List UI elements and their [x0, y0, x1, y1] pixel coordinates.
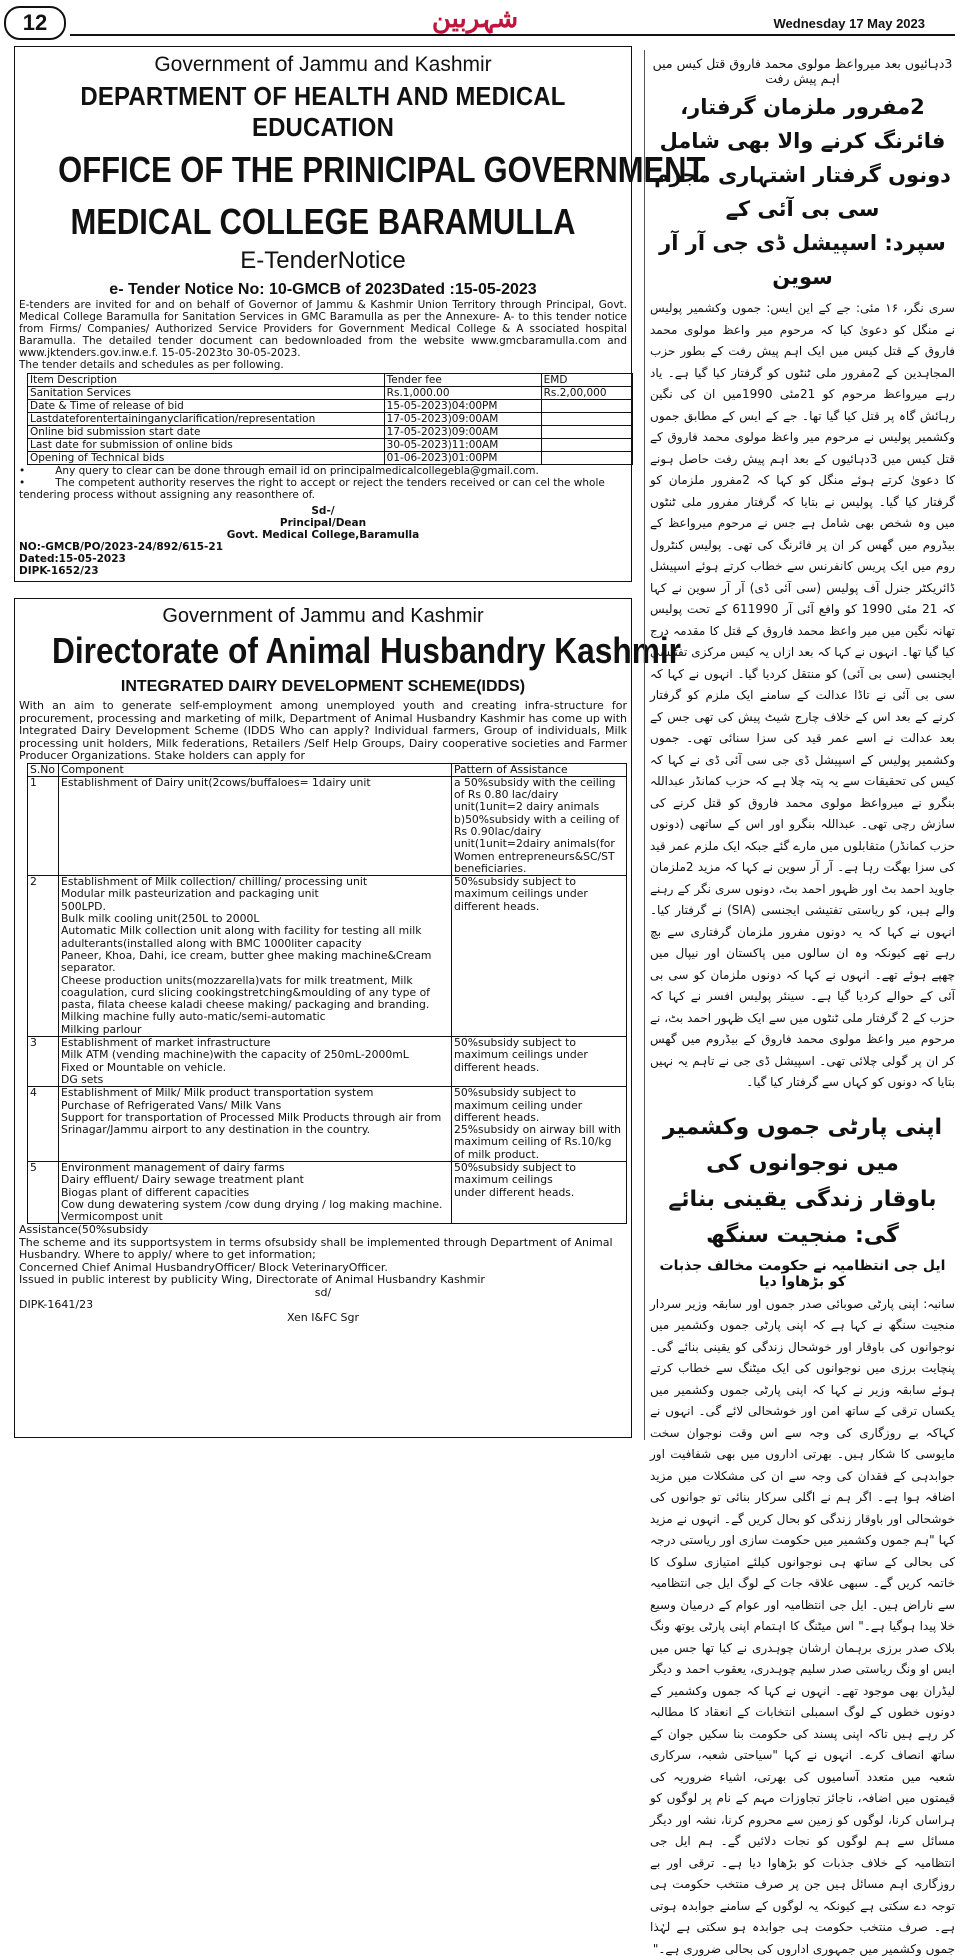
- tender-signatory-org: Govt. Medical College,Baramulla: [15, 529, 631, 541]
- tender-ref-date: Dated:15-05-2023: [15, 553, 631, 565]
- table-cell: Establishment of market infrastructure Milk ATM (vending machine)with the capacity of 250mL-2000mL Fixed or Mountable on vehicle. DG sets: [59, 1037, 452, 1087]
- table-cell: a 50%subsidy with the ceiling of Rs 0.80 lac/dairy unit(1unit=2 dairy animals b)50%subsidy with a ceiling of Rs 0.90lac/dairy unit(1unit=2dairy animals(for Women entrepreneurs&SC/ST beneficiaries.: [452, 776, 627, 875]
- issue-date: Wednesday 17 May 2023: [773, 16, 925, 31]
- table-cell: 17-05-2023)09:00AM: [384, 426, 541, 439]
- table-row: [28, 439, 633, 452]
- dairy-footer-contact: Concerned Chief Animal HusbandryOfficer/ Block VeterinaryOfficer.: [15, 1262, 631, 1275]
- table-cell: 17-05-2023)09:00AM: [384, 413, 541, 426]
- table-cell: [541, 452, 632, 465]
- dairy-components-table: [27, 763, 627, 1225]
- table-cell: Establishment of Milk/ Milk product transportation system Purchase of Refrigerated Vans/ Milk Vans Support for transportation of Processed Milk Products through air from Srinagar/Jammu airport to any destination in the country.: [59, 1087, 452, 1162]
- dairy-dipk: DIPK-1641/23: [15, 1299, 631, 1312]
- table-cell: [541, 439, 632, 452]
- table-cell: 5: [28, 1162, 59, 1224]
- dairy-assistance-note: Assistance(50%subsidy: [15, 1224, 631, 1237]
- tender-department: DEPARTMENT OF HEALTH AND MEDICAL EDUCATION: [40, 81, 607, 143]
- table-cell: 30-05-2023)11:00AM: [384, 439, 541, 452]
- table-cell: 01-06-2023)01:00PM: [384, 452, 541, 465]
- news-kicker: 3دہائیوں بعد میرواعظ مولوی محمد فاروق قتل کیس میں اہم پیش رفت: [650, 56, 955, 86]
- news-headline-3: سپرد: اسپیشل ڈی جی آر آر سوین: [650, 226, 955, 294]
- table-row: [28, 413, 633, 426]
- bullet-text: The competent authority reserves the right to accept or reject the tenders received or can cel the whole tendering process without assigning any reasonthere of.: [19, 477, 605, 501]
- table-cell: 50%subsidy subject to maximum ceilings under different heads.: [452, 1162, 627, 1224]
- tender-notice-title: E-TenderNotice: [15, 247, 631, 275]
- news-headline-5: باوقار زندگی یقینی بنائے گی: منجیت سنگھ: [650, 1182, 955, 1254]
- table-cell: 3: [28, 1037, 59, 1087]
- tender-schedule-intro: The tender details and schedules as per following.: [15, 359, 631, 371]
- table-cell: 15-05-2023)04:00PM: [384, 400, 541, 413]
- dairy-scheme-title: INTEGRATED DAIRY DEVELOPMENT SCHEME(IDDS): [15, 678, 631, 696]
- dairy-footer-scheme: The scheme and its supportsystem in terms ofsubsidy shall be implemented through Department of Animal Husbandry. Where to apply/ where to get information;: [15, 1237, 631, 1262]
- dairy-government: Government of Jammu and Kashmir: [15, 605, 631, 628]
- news-subhead: ایل جی انتظامیہ نے حکومت مخالف جذبات کو بڑھاوا دیا: [650, 1258, 955, 1290]
- bullet-text: Any query to clear can be done through email id on principalmedicalcollegebla@gmail.com.: [55, 465, 539, 477]
- table-row: [28, 400, 633, 413]
- tender-body: E-tenders are invited for and on behalf of Governor of Jammu & Kashmir Union Territory through Principal, Govt. Medical College Baramulla for Sanitation Services in GMC Baramulla as per the Annexure- A- to this tender notice from Firms/ Companies/ Authorized Service Providers for Government Medical College & A ssociated hospital Baramulla. The detailed tender document can bedownloaded from the website www.gmcbaramulla.com and www.jktenders.gov.inw.e.f. 15-05-2023to 30-05-2023.: [15, 299, 631, 359]
- table-row: [28, 1162, 627, 1224]
- table-cell: [541, 426, 632, 439]
- table-cell: Rs.2,00,000: [541, 387, 632, 400]
- page-number: 12: [4, 6, 66, 40]
- table-row: [28, 876, 627, 1037]
- news-story-2: سانبہ: اپنی پارٹی صوبائی صدر جموں اور سابقہ وزیر سردار منجیت سنگھ نے کہا ہے کہ اپنی پارٹی جموں وکشمیر میں نوجوانوں کی باوقار اور خوشحال زندگی کو یقینی بنائے گی۔ پنچایت برزی میں نوجوانوں کی ایک میٹنگ سے خطاب کرتے ہوئے سابقہ وزیر نے کہا کہ اپنی پارٹی جموں وکشمیر میں یکساں ترقی کے ساتھ امن اور خوشحالی لائے گی۔ انہوں نے کہاکہ بے روزگاری کی وجہ سے اس وقت نوجوان سخت مایوسی کا شکار ہیں۔ بھرتی اداروں میں بھی شفافیت اور جوابدہی کے فقدان کی وجہ سے ان کی مشکلات میں مزید اضافہ ہوا ہے۔ اگر ہم نے اگلی سرکار بنائی تو جوانوں کی خوشحالی اور باوقار زندگی کو بحال کریں گے۔ انہوں نے مزید کہا "ہم جموں وکشمیر میں حکومت سازی اور ریاستی درجہ کی بحالی کے ساتھ ہی نوجوانوں کیلئے امتیازی سلوک کا خاتمہ کریں گے۔ سبھی علاقہ جات کے لوگ ایل جی انتظامیہ سے ناراض ہیں۔ ایل جی انتظامیہ اور عوام کے درمیان وسیع خلا پیدا ہوگیا ہے۔" اس میٹنگ کا اہتمام اپنی پارٹی یوتھ ونگ بلاک صدر برزی برہمان ارشان چوہدری نے کیا تھا جس میں ایس او ونگ ریاستی صدر سلیم چوہدری، یعقوب احمد و دیگر لیڈران بھی موجود تھے۔ انہوں نے کہا کہ جموں وکشمیر کے دونوں خطوں کے لوگ اسمبلی انتخابات کے انعقاد کا مطالبہ کر رہے ہیں تاکہ اپنی پسند کی حکومت بنا سکیں جوان کے ساتھ انصاف کرے۔ انہوں نے کہا "سیاحتی شعبہ، سرکاری شعبہ میں متعدد آسامیوں کی بھرتی، اشیاء ضروریہ کی قیمتوں میں اضافہ، ناجائز تجاوزات مہم کے نام پر لوگوں کو ہراساں کرنا، لوگوں کو زمین سے محروم کرنا، نشہ اور دیگر مسائل سے ہم لوگوں کو نجات دلائیں گے۔ ہم ایل جی انتظامیہ کے خلاف جذبات کو بڑھاوا دیا ہے۔ ترقی اور بے روزگاری اہم مسائل ہیں جن پر صرف منتخب حکومت ہی توجہ دے سکتی ہے کیونکہ یہ لوگوں کے سامنے جوابدہ ہوتی ہے۔ صرف منتخب حکومت ہی جوابدہ ہو سکتی ہے لہٰذا جموں وکشمیر میں جمہوری اداروں کی بحالی ضروری ہے۔": [650, 1294, 955, 1960]
- dairy-signatory: Xen I&FC Sgr: [15, 1312, 631, 1325]
- table-row: [28, 776, 627, 875]
- tender-office-line1: OFFICE OF THE PRINICIPAL GOVERNMENT: [58, 149, 588, 191]
- dairy-directorate: Directorate of Animal Husbandry Kashmir: [52, 630, 594, 672]
- dairy-intro: With an aim to generate self-employment among unemployed youth and creating infra-structure for procurement, processing and marketing of milk, Department of Animal Husbandry Kashmir has come up with Integrated Dairy Development Scheme (IDDS Who can apply? Individual farmers, Group of individuals, Milk processing unit holders, Milk federations, Retailers /Self Help Groups, Dairy cooperative societies and Farmer Producer Organizations. Stake holders can apply for: [15, 700, 631, 763]
- dairy-scheme-ad: [14, 598, 632, 1438]
- tender-notice-ad: [14, 46, 632, 582]
- table-cell: Online bid submission start date: [28, 426, 385, 439]
- tender-bullet-authority: • The competent authority reserves the right to accept or reject the tenders received or can cel the whole tendering process without assigning any reasonthere of.: [15, 477, 631, 501]
- table-cell: Last date for submission of online bids: [28, 439, 385, 452]
- tender-signatory-title: Principal/Dean: [15, 517, 631, 529]
- table-cell: Date & Time of release of bid: [28, 400, 385, 413]
- table-cell: 4: [28, 1087, 59, 1162]
- tender-government: Government of Jammu and Kashmir: [15, 53, 631, 77]
- table-cell: 50%subsidy subject to maximum ceilings under different heads.: [452, 1037, 627, 1087]
- table-cell: 1: [28, 776, 59, 875]
- tender-office-line2: MEDICAL COLLEGE BARAMULLA: [58, 201, 588, 243]
- tender-ref-no: NO:-GMCB/PO/2023-24/892/615-21: [15, 541, 631, 553]
- news-headline-4: اپنی پارٹی جموں وکشمیر میں نوجوانوں کی: [650, 1110, 955, 1182]
- tender-table-header: [28, 374, 633, 387]
- table-row: [28, 1087, 627, 1162]
- tender-notice-number: e- Tender Notice No: 10-GMCB of 2023Dated :15-05-2023: [15, 281, 631, 299]
- table-header-cell: EMD: [541, 374, 632, 387]
- table-cell: Establishment of Dairy unit(2cows/buffaloes= 1dairy unit: [59, 776, 452, 875]
- table-header-cell: Item Description: [28, 374, 385, 387]
- table-cell: Opening of Technical bids: [28, 452, 385, 465]
- column-divider: [644, 50, 645, 1440]
- tender-dipk: DIPK-1652/23: [15, 565, 631, 577]
- table-header-cell: Component: [59, 763, 452, 776]
- logo-text: شہربین: [420, 4, 530, 34]
- table-cell: Lastdateforentertaininganyclarification/representation: [28, 413, 385, 426]
- table-header-cell: Pattern of Assistance: [452, 763, 627, 776]
- table-cell: Rs.1,000.00: [384, 387, 541, 400]
- table-cell: [541, 400, 632, 413]
- news-story-1: سری نگر، ۱۶ مئی: جے کے این ایس: جموں وکشمیر پولیس نے منگل کو دعویٰ کیا کہ مرحوم میر واعظ مولوی محمد فاروق کے قتل کیس میں ایک اہم پیش رفت کے بطور حزب المجاہدین کے 2مفرور ملی ٹنٹوں کو گرفتار کیا گیا ہے۔ یاد رہے میرواعظ مرحوم کو 21مئی 1990میں ان کی نگین رہائش گاہ پر قتل کیا گیا تھا۔ جے کے ایس کے مطابق جموں وکشمیر پولیس نے مرحوم میر واعظ مولوی محمد فاروق کے قتل کیس میں 3دہائیوں کے بعد اہم پیش رفت حاصل ہونے کا دعویٰ کرتے ہوئے منگل کو کہا کہ 2مفرور ملزمان کو گرفتار کیا گیا۔ پولیس نے بتایا کہ گرفتار مفرور ملی ٹنٹوں میں وہ شخص بھی شامل ہے جس نے مرحوم میرواعظ کے بیڈروم میں گھس کر ان پر فائرنگ کی تھی۔ پولیس کنٹرول روم میں ایک پریس کانفرنس سے خطاب کرتے ہوئے اسپیشل ڈائریکٹر جنرل آف پولیس (سی آئی ڈی) آر آر سوین نے کہا کہ 21 مئی 1990 کو وافع آئی آر 611990 کے تحت پولیس تھانہ نگین میں میر واعظ محمد فاروق کے قتل کا مقدمہ درج کیا گیا تھا۔ انہوں نے کہا کہ بعد ازاں یہ کیس مرکزی تفتیشی ایجنسی (سی بی آئی) کو منتقل کردیا گیا۔ انہوں نے کہا کہ سی بی آئی نے تاڈا عدالت کے سامنے ایک ملزم کو گرفتار کرنے کے بعد اس کے خلاف چارج شیٹ پیش کی تھی جس کے بعد عدالت نے اسے عمر قید کی سزا سنائی تھی۔ جموں وکشمیر پولیس کے اسپیشل ڈی جی سی آئی ڈی نے کہا کہ کیس کی تحقیقات سے یہ پتہ چلا ہے کہ حزب کمانڈر عبداللہ بنگرو نے میرواعظ مولوی محمد فاروق کو قتل کرنے کی سازش رچی تھی۔ عبداللہ بنگرو اور اس کے ساتھی (دونوں حزب کمانڈر) متقابلوں میں مارے گئے جبکہ ایک ملزم عمر قید کی سزا بھگت رہا ہے۔ آر آر سوین نے کہا کہ مزید 2ملزمان جاوید احمد بٹ اور ظہور احمد بٹ، دونوں سری نگر کے رہنے والے ہیں، کو ریاستی تفتیشی ایجنسی (SIA) نے گرفتار کیا۔ انہوں نے کہا کہ یہ دونوں مفرور ملزمان گرفتاری سے بچ رہے تھے کیونکہ وہ ان سالوں میں پاکستان اور نیپال میں چھپے ہوئے تھے۔ انہوں نے کہا کہ دونوں ملزمان کو سی بی آئی کے حوالے کردیا گیا ہے۔ سینئر پولیس افسر نے کہا کہ حزب کے 2 گرفتار ملی ٹنٹوں میں سے ایک ظہور احمد بٹ، نے مرحوم میر واعظ مولوی محمد فاروق کے بیڈروم میں گھس کر ان پر گولی چلائی تھی۔ اسپیشل ڈی جی نے تاہم یہ نہیں بتایا کہ دونوں کو کہاں سے گرفتار کیا گیا۔: [650, 298, 955, 1094]
- dairy-sd: sd/: [15, 1287, 631, 1300]
- table-row: [28, 1037, 627, 1087]
- dairy-table-header: [28, 763, 627, 776]
- table-cell: Establishment of Milk collection/ chilling/ processing unit Modular milk pasteurization and packaging unit 500LPD. Bulk milk cooling unit(250L to 2000L Automatic Milk collection unit along with facility for testing all milk adulterants(installed along with BMC 1000liter capacity Paneer, Khoa, Dahi, ice cream, butter ghee making machine&Cream separator. Cheese production units(mozzarella)vats for milk treatment, Milk coagulation, curd slicing cookingstretching&moulding of any type of pasta, filata cheese kaladi cheese making/ packaging and branding. Milking machine fully auto-matic/semi-automatic Milking parlour: [59, 876, 452, 1037]
- table-cell: Sanitation Services: [28, 387, 385, 400]
- dairy-footer-issued: Issued in public interest by publicity Wing, Directorate of Animal Husbandry Kashmir: [15, 1274, 631, 1287]
- tender-schedule-table: [27, 373, 633, 465]
- table-header-cell: Tender fee: [384, 374, 541, 387]
- news-headline-2: دونوں گرفتار اشتہاری مجرم سی بی آئی کے: [650, 158, 955, 226]
- table-cell: Environment management of dairy farms Dairy effluent/ Dairy sewage treatment plant Biogas plant of different capacities Cow dung dewatering system /cow dung drying / log making machine. Vermicompost unit: [59, 1162, 452, 1224]
- table-cell: 2: [28, 876, 59, 1037]
- tender-sd: Sd-/: [15, 505, 631, 517]
- masthead-rule: [70, 34, 955, 36]
- urdu-news-column: [650, 50, 955, 1440]
- masthead: [0, 0, 965, 44]
- table-header-cell: S.No: [28, 763, 59, 776]
- table-cell: 50%subsidy subject to maximum ceilings under different heads.: [452, 876, 627, 1037]
- table-cell: 50%subsidy subject to maximum ceiling under different heads. 25%subsidy on airway bill with maximum ceiling of Rs.10/kg of milk product.: [452, 1087, 627, 1162]
- table-cell: [541, 413, 632, 426]
- tender-bullet-query: • Any query to clear can be done through email id on principalmedicalcollegebla@gmail.com.: [15, 465, 631, 477]
- table-row: [28, 387, 633, 400]
- news-headline-1: 2مفرور ملزمان گرفتار، فائرنگ کرنے والا بھی شامل: [650, 90, 955, 158]
- table-row: [28, 452, 633, 465]
- table-row: [28, 426, 633, 439]
